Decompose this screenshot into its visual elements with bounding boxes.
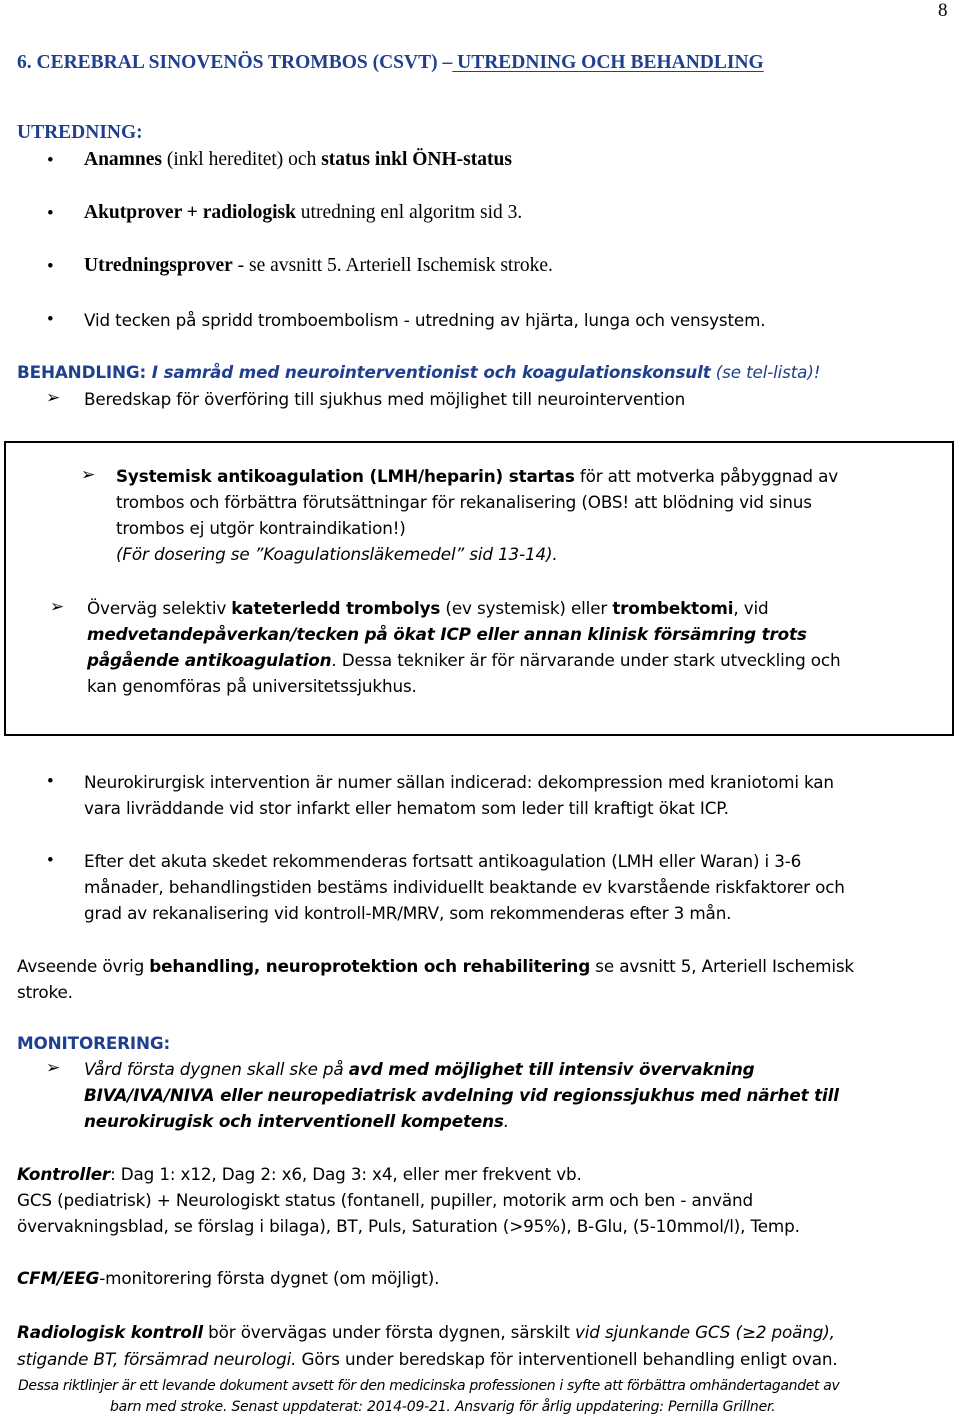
avseende-line-2: stroke. (17, 982, 73, 1002)
box-item-2-line-1: Överväg selektiv kateterledd trombolys (ev systemisk) eller trombektomi, vid (87, 598, 769, 618)
box-item-1-line-1: Systemisk antikoagulation (LMH/heparin) startas för att motverka påbyggnad av (116, 466, 839, 486)
after-bullet-2-line-3: grad av rekanalisering vid kontroll-MR/MRV, som rekommenderas efter 3 mån. (84, 903, 732, 923)
gcs-line-1: GCS (pediatrisk) + Neurologiskt status (fontanell, pupiller, motorik arm och ben - använd (17, 1190, 754, 1210)
box-item-2-line-4: kan genomföras på universitetssjukhus. (87, 676, 417, 696)
radiologisk-line-2: stigande BT, försämrad neurologi. Görs under beredskap för interventionell behandling enligt ovan. (17, 1349, 838, 1369)
bullet-icon: • (47, 309, 54, 330)
bullet-icon: • (47, 850, 54, 871)
gcs-line-2: övervakningsblad, se förslag i bilaga), BT, Puls, Saturation (>95%), B-Glu, (5-10mmol/l), Temp. (17, 1216, 800, 1236)
utredning-item-3: Utredningsprover - se avsnitt 5. Arteriell Ischemisk stroke. (84, 255, 553, 276)
radiologisk-line-1: Radiologisk kontroll bör övervägas under första dygnen, särskilt vid sjunkande GCS (≥2 poäng), (17, 1322, 835, 1342)
footer-line-2: barn med stroke. Senast uppdaterat: 2014-09-21. Ansvarig för årlig uppdatering: Pernilla Grillner. (110, 1399, 776, 1415)
monitorering-line-1: Vård första dygnen skall ske på avd med möjlighet till intensiv övervakning (84, 1059, 755, 1079)
box-item-2-line-3: pågående antikoagulation. Dessa tekniker är för närvarande under stark utveckling och (87, 650, 841, 670)
footer-line-1: Dessa riktlinjer är ett levande dokument avsett för den medicinska professionen i syfte att förbättra omhändertagandet av (18, 1378, 840, 1394)
bullet-icon: • (47, 203, 54, 224)
after-bullet-2-line-1: Efter det akuta skedet rekommenderas fortsatt antikoagulation (LMH eller Waran) i 3-6 (84, 851, 802, 871)
after-bullet-1-line-1: Neurokirurgisk intervention är numer sällan indicerad: dekompression med kraniotomi kan (84, 772, 834, 792)
bullet-icon: • (47, 256, 54, 277)
behandling-arrow-item: Beredskap för överföring till sjukhus med möjlighet till neurointervention (84, 389, 686, 409)
box-item-1-line-2: trombos och förbättra förutsättningar för rekanalisering (OBS! att blödning vid sinus (116, 492, 812, 512)
monitorering-heading: MONITORERING: (17, 1033, 171, 1053)
page-title (17, 52, 764, 74)
box-item-2-line-2: medvetandepåverkan/tecken på ökat ICP eller annan klinisk försämring trots (87, 624, 807, 644)
kontroller-line: Kontroller: Dag 1: x12, Dag 2: x6, Dag 3: x4, eller mer frekvent vb. (17, 1164, 582, 1184)
utredning-heading: UTREDNING: (17, 122, 143, 143)
box-item-1-line-4: (För dosering se ”Koagulationsläkemedel” sid 13-14). (116, 544, 558, 564)
title-main: 6. CEREBRAL SINOVENÖS TROMBOS (CSVT) (17, 52, 443, 73)
bullet-icon: • (47, 150, 54, 171)
arrow-bullet-icon: ➢ (46, 388, 61, 408)
box-item-1-line-3: trombos ej utgör kontraindikation!) (116, 518, 406, 538)
utredning-item-4: Vid tecken på spridd tromboembolism - utredning av hjärta, lunga och vensystem. (84, 310, 766, 330)
cfm-line: CFM/EEG-monitorering första dygnet (om möjligt). (17, 1268, 440, 1288)
title-dash: – (442, 52, 453, 73)
arrow-bullet-icon: ➢ (81, 465, 96, 485)
monitorering-line-2: BIVA/IVA/NIVA eller neuropediatrisk avdelning vid regionssjukhus med närhet till (84, 1085, 839, 1105)
after-bullet-2-line-2: månader, behandlingstiden bestäms individuellt beaktande ev kvarstående riskfaktorer och (84, 877, 845, 897)
avseende-line-1: Avseende övrig behandling, neuroprotektion och rehabilitering se avsnitt 5, Arteriell Ischemisk (17, 956, 854, 976)
arrow-bullet-icon: ➢ (50, 597, 65, 617)
monitorering-line-3: neurokirugisk och interventionell kompetens. (84, 1111, 509, 1131)
title-underlined: UTREDNING OCH BEHANDLING (452, 52, 764, 73)
utredning-item-2: Akutprover + radiologisk utredning enl algoritm sid 3. (84, 202, 523, 223)
after-bullet-1-line-2: vara livräddande vid stor infarkt eller hematom som leder till kraftigt ökat ICP. (84, 798, 729, 818)
utredning-item-1: Anamnes (inkl hereditet) och status inkl ÖNH-status (84, 149, 512, 170)
bullet-icon: • (47, 771, 54, 792)
page-number: 8 (938, 0, 948, 21)
behandling-heading: BEHANDLING: I samråd med neurointerventionist och koagulationskonsult (se tel-lista)! (17, 362, 821, 382)
arrow-bullet-icon: ➢ (46, 1058, 61, 1078)
